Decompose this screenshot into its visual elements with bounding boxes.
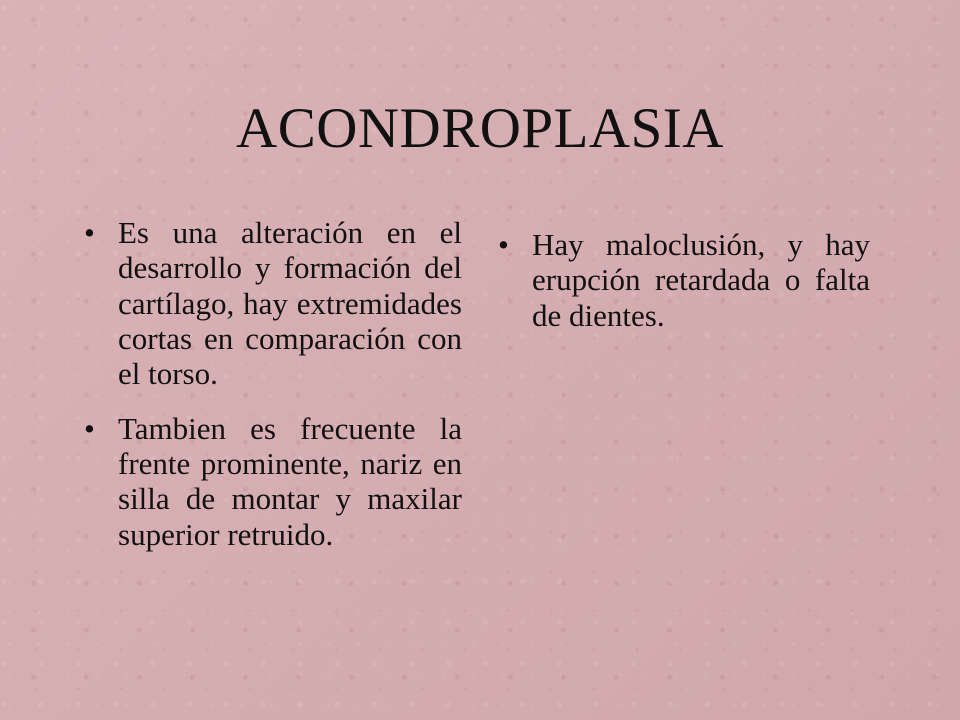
bullet-icon: • (84, 410, 95, 446)
slide-title: ACONDROPLASIA (236, 97, 724, 160)
bullet-text: Tambien es frecuente la frente prominente, nariz en silla de montar y maxilar superior retruido. (118, 410, 462, 552)
bullet-item (498, 227, 870, 333)
right-column (498, 227, 870, 352)
bullet-text: Es una alteración en el desarrollo y formación del cartílago, hay extremidades cortas en comparación con el torso. (118, 215, 462, 392)
bullet-icon: • (84, 215, 95, 250)
bullet-text: Hay maloclusión, y hay erupción retardada o falta de dientes. (532, 227, 870, 333)
bullet-item (84, 215, 462, 392)
bullet-icon: • (498, 227, 509, 262)
left-column (84, 215, 462, 571)
bullet-item (84, 411, 462, 552)
